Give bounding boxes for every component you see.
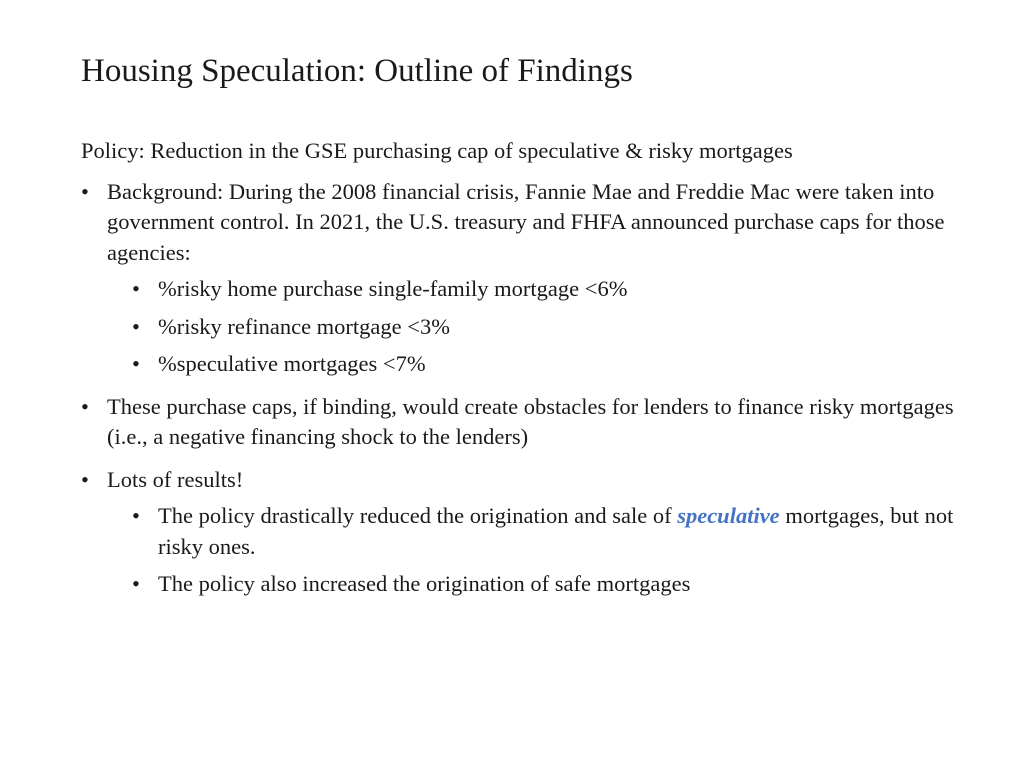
cap-risky-home-purchase: • %risky home purchase single-family mortgage <6% xyxy=(132,274,961,305)
bullet-background-text: Background: During the 2008 financial crisis, Fannie Mae and Freddie Mac were taken into government control. In 2021, the U.S. treasury and FHFA announced purchase caps for those agencies: xyxy=(107,178,945,265)
bullet-results xyxy=(81,465,961,600)
slide-content xyxy=(81,136,961,612)
policy-statement: Policy: Reduction in the GSE purchasing cap of speculative & risky mortgages xyxy=(81,138,793,163)
slide-title: Housing Speculation: Outline of Findings xyxy=(81,53,633,89)
result-safe-mortgages: • The policy also increased the origination of safe mortgages xyxy=(132,569,961,600)
cap-speculative: • %speculative mortgages <7% xyxy=(132,349,961,380)
speculative-emphasis: speculative xyxy=(677,503,780,528)
bullet-purchase-caps-effect: • These purchase caps, if binding, would create obstacles for lenders to finance risky mortgages (i.e., a negative financing shock to the lenders) xyxy=(81,392,961,453)
bullet-results-text: Lots of results! xyxy=(107,466,244,492)
result-speculative-after: mortgages, but not risky ones. xyxy=(158,503,954,559)
bullet-list xyxy=(81,177,961,600)
results-list xyxy=(107,501,961,600)
purchase-caps-list xyxy=(107,274,961,380)
bullet-background xyxy=(81,177,961,380)
cap-risky-refinance: • %risky refinance mortgage <3% xyxy=(132,312,961,343)
result-speculative-reduction xyxy=(132,501,961,562)
result-speculative-before: The policy drastically reduced the origination and sale of xyxy=(158,503,678,528)
